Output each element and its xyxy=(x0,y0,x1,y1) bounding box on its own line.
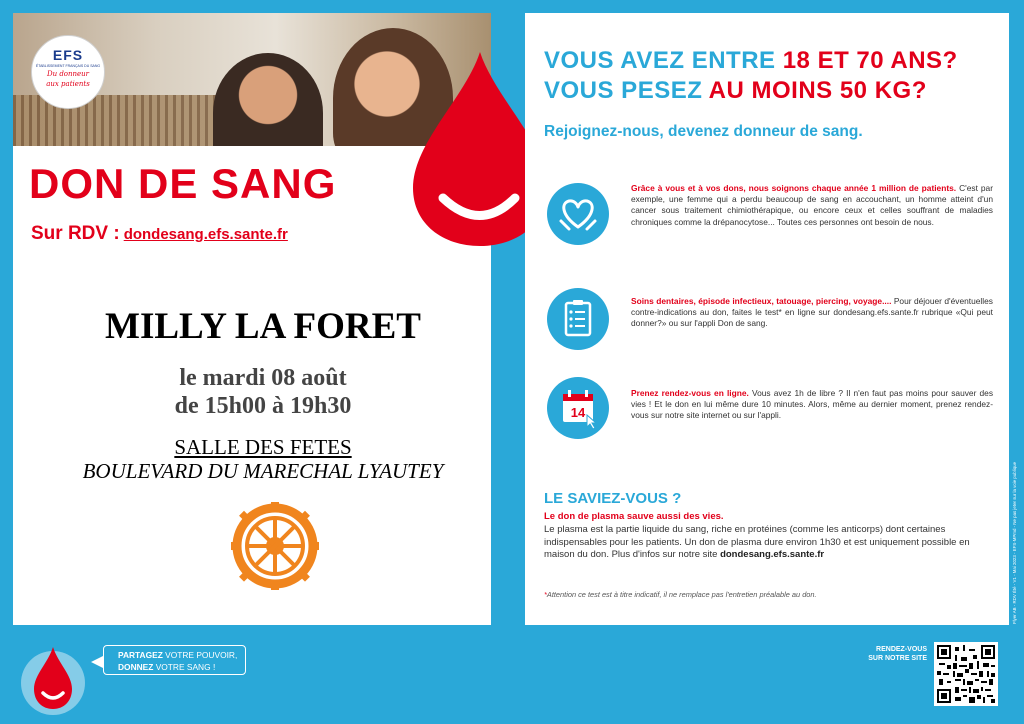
blood-drop-small-icon xyxy=(20,637,86,717)
efs-logo xyxy=(31,35,105,109)
row-patients-highlight: Grâce à vous et à vos dons, nous soignons chaque année 1 million de patients. xyxy=(631,183,957,193)
share-speech-bubble xyxy=(103,645,246,675)
plasma-highlight: Le don de plasma sauve aussi des vies. xyxy=(544,511,724,522)
did-you-know-title: LE SAVIEZ-VOUS ? xyxy=(544,490,682,507)
plasma-text xyxy=(544,524,994,562)
row-contraindications-text xyxy=(631,296,993,330)
rotary-wheel-icon xyxy=(231,502,319,590)
info-panel xyxy=(525,13,1009,625)
bubble-line-2-bold: DONNEZ xyxy=(118,662,154,672)
event-venue: SALLE DES FETES xyxy=(174,435,352,459)
rdv-link[interactable]: dondesang.efs.sante.fr xyxy=(123,226,288,243)
rdv-site-line-1: RENDEZ-VOUS xyxy=(876,646,927,653)
row-appointment-highlight: Prenez rendez-vous en ligne. xyxy=(631,388,749,398)
bubble-line-2-light: VOTRE SANG ! xyxy=(153,662,216,672)
calendar-day: 14 xyxy=(570,405,586,420)
efs-tagline-1: Du donneur xyxy=(46,70,90,78)
rdv-label: Sur RDV : xyxy=(31,223,120,244)
event-time: de 15h00 à 19h30 xyxy=(174,393,352,419)
photo-person-left xyxy=(213,53,323,146)
bubble-line-2 xyxy=(118,661,245,673)
speech-bubble-tail xyxy=(91,656,103,668)
efs-logo-text: EFS xyxy=(52,47,84,63)
photo-fence xyxy=(13,95,233,146)
event-town: MILLY LA FORET xyxy=(105,306,421,347)
side-credit: Flyer AB - RDV Été - V1 - Mai 2023 - EFS-MPmd - Ne pas jeter sur la voie publique xyxy=(1012,461,1017,624)
headline-weight xyxy=(544,77,927,105)
row-patients-text xyxy=(631,183,993,228)
efs-logo-subtext: ÉTABLISSEMENT FRANÇAIS DU SANG xyxy=(35,64,101,68)
event-date: le mardi 08 août xyxy=(179,365,347,391)
plasma-link[interactable]: dondesang.efs.sante.fr xyxy=(720,549,825,560)
heart-hands-icon xyxy=(547,183,609,245)
headline-weight-value: AU MOINS 50 KG? xyxy=(708,77,927,104)
rdv-line xyxy=(31,223,288,245)
checklist-icon xyxy=(547,288,609,350)
headline-age xyxy=(544,47,958,75)
rdv-site-line-2: SUR NOTRE SITE xyxy=(868,655,927,662)
footnote xyxy=(544,590,817,599)
row-contraindications-body: Pour déjouer d'éventuelles contre-indications au don, faites le test* en ligne sur dondesang.efs.sante.fr rubrique «Qui peut donner?» ou sur l'appli Don de sang. xyxy=(631,296,993,329)
bubble-line-1-bold: PARTAGEZ xyxy=(118,650,163,660)
page-title: DON DE SANG xyxy=(29,160,337,207)
calendar-icon xyxy=(547,377,609,439)
footnote-star: * xyxy=(544,590,547,599)
row-contraindications-highlight: Soins dentaires, épisode infectieux, tatouage, piercing, voyage.... xyxy=(631,296,892,306)
headline-weight-prefix: VOUS PESEZ xyxy=(544,77,709,104)
footnote-text: Attention ce test est à titre indicatif, il ne remplace pas l'entretien préalable au don. xyxy=(546,590,817,599)
rdv-site-label xyxy=(855,645,927,663)
headline-age-prefix: VOUS AVEZ ENTRE xyxy=(544,47,783,74)
row-patients-body: C'est par exemple, une femme qui a perdu beaucoup de sang en accouchant, un homme atteint d'un cancer sous traitement chimiothérapique, ou encore ceux et celles souffrant de maladies chroniques comme la drépanocytose... Toutes ces personnes ont besoin de nous. xyxy=(631,183,993,227)
headline-age-value: 18 ET 70 ANS? xyxy=(782,47,958,74)
event-street: BOULEVARD DU MARECHAL LYAUTEY xyxy=(82,459,444,483)
row-appointment-body: Vous avez 1h de libre ? Il n'en faut pas moins pour sauver des vies ! Et le don en lui même dure 10 minutes. Alors, même au dernier moment, prenez rendez-vous sur notre site internet ou sur l'appli. xyxy=(631,388,994,421)
bubble-line-1-light: VOTRE POUVOIR, xyxy=(162,650,238,660)
row-appointment-text xyxy=(631,388,993,422)
join-subtitle: Rejoignez-nous, devenez donneur de sang. xyxy=(544,123,863,140)
efs-tagline-2: aux patients xyxy=(46,80,90,88)
qr-code-icon[interactable] xyxy=(934,642,998,706)
plasma-body: Le plasma est la partie liquide du sang, riche en protéines (comme les anticorps) dont certaines indispensables pour les patients. Un don de plasma dure environ 1h30 et est uniquement possible en maison du don. Plus d'infos sur notre site xyxy=(544,524,970,560)
bubble-line-1 xyxy=(118,649,245,661)
